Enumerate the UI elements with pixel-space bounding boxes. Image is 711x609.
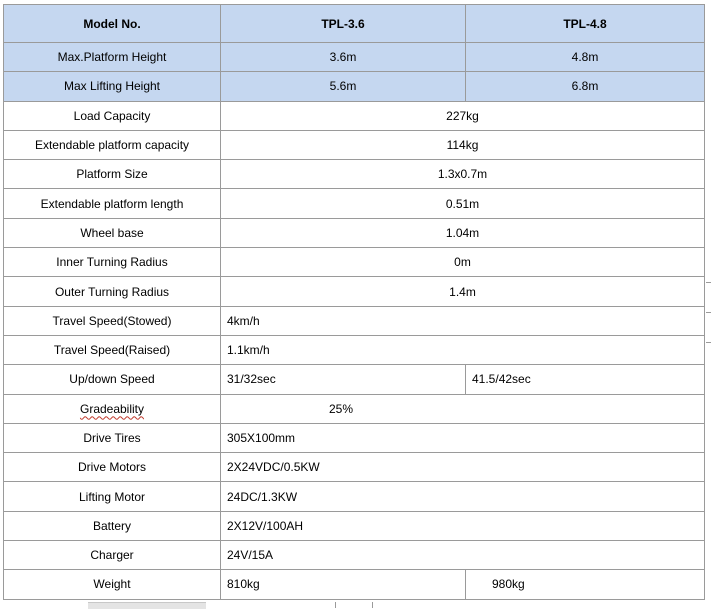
row-gradeability: [4, 394, 705, 423]
row-value: 1.3x0.7m: [221, 160, 705, 189]
header-tpl-4-8: TPL-4.8: [466, 5, 705, 43]
row-value: 810kg: [221, 570, 466, 599]
table-edge-mark: [706, 312, 711, 313]
row-platform-size: [4, 160, 705, 189]
row-value: 1.4m: [221, 277, 705, 306]
row-extendable-platform-length: [4, 189, 705, 218]
row-value: 4km/h: [221, 306, 705, 335]
row-battery: [4, 511, 705, 540]
row-charger: [4, 541, 705, 570]
row-label: Outer Turning Radius: [4, 277, 221, 306]
row-label-cell: [4, 394, 221, 423]
row-label: Drive Motors: [4, 453, 221, 482]
row-value: 3.6m: [221, 43, 466, 72]
header-tpl-3-6: TPL-3.6: [221, 5, 466, 43]
row-value: 2X12V/100AH: [221, 511, 705, 540]
row-value: 31/32sec: [221, 365, 466, 394]
row-value: 24DC/1.3KW: [221, 482, 705, 511]
row-label: Max Lifting Height: [4, 72, 221, 101]
row-label: Gradeability: [79, 401, 145, 416]
row-label: Inner Turning Radius: [4, 248, 221, 277]
row-drive-tires: [4, 423, 705, 452]
row-label: Charger: [4, 541, 221, 570]
row-travel-speed-raised: [4, 335, 705, 364]
row-value: 24V/15A: [221, 541, 705, 570]
row-value: 980kg: [466, 570, 705, 599]
row-value: 0.51m: [221, 189, 705, 218]
row-max-platform-height: [4, 43, 705, 72]
row-value: 41.5/42sec: [466, 365, 705, 394]
table-edge-mark: [706, 282, 711, 283]
row-value: 25%: [221, 394, 705, 423]
row-value: 305X100mm: [221, 423, 705, 452]
row-value: 2X24VDC/0.5KW: [221, 453, 705, 482]
row-load-capacity: [4, 101, 705, 130]
header-model-no: Model No.: [4, 5, 221, 43]
row-drive-motors: [4, 453, 705, 482]
table-edge-mark: [706, 342, 711, 343]
row-value: 6.8m: [466, 72, 705, 101]
row-label: Travel Speed(Raised): [4, 335, 221, 364]
next-table-divider: [335, 602, 336, 608]
row-lifting-motor: [4, 482, 705, 511]
row-label: Drive Tires: [4, 423, 221, 452]
row-label: Wheel base: [4, 218, 221, 247]
next-table-divider: [372, 602, 373, 608]
row-label: Travel Speed(Stowed): [4, 306, 221, 335]
row-label: Extendable platform capacity: [4, 130, 221, 159]
row-value: 1.1km/h: [221, 335, 705, 364]
row-wheel-base: [4, 218, 705, 247]
row-max-lifting-height: [4, 72, 705, 101]
row-extendable-platform-capacity: [4, 130, 705, 159]
spec-table: [3, 4, 705, 600]
row-label: Weight: [4, 570, 221, 599]
row-label: Extendable platform length: [4, 189, 221, 218]
row-up-down-speed: [4, 365, 705, 394]
row-label: Up/down Speed: [4, 365, 221, 394]
row-label: Lifting Motor: [4, 482, 221, 511]
row-outer-turning-radius: [4, 277, 705, 306]
row-label: Platform Size: [4, 160, 221, 189]
row-inner-turning-radius: [4, 248, 705, 277]
row-weight: [4, 570, 705, 599]
row-label: Max.Platform Height: [4, 43, 221, 72]
row-label: Load Capacity: [4, 101, 221, 130]
row-value: 4.8m: [466, 43, 705, 72]
row-value: 1.04m: [221, 218, 705, 247]
header-row: [4, 5, 705, 43]
row-value: 5.6m: [221, 72, 466, 101]
row-label: Battery: [4, 511, 221, 540]
row-value: 227kg: [221, 101, 705, 130]
row-travel-speed-stowed: [4, 306, 705, 335]
row-value: 0m: [221, 248, 705, 277]
row-value: 114kg: [221, 130, 705, 159]
